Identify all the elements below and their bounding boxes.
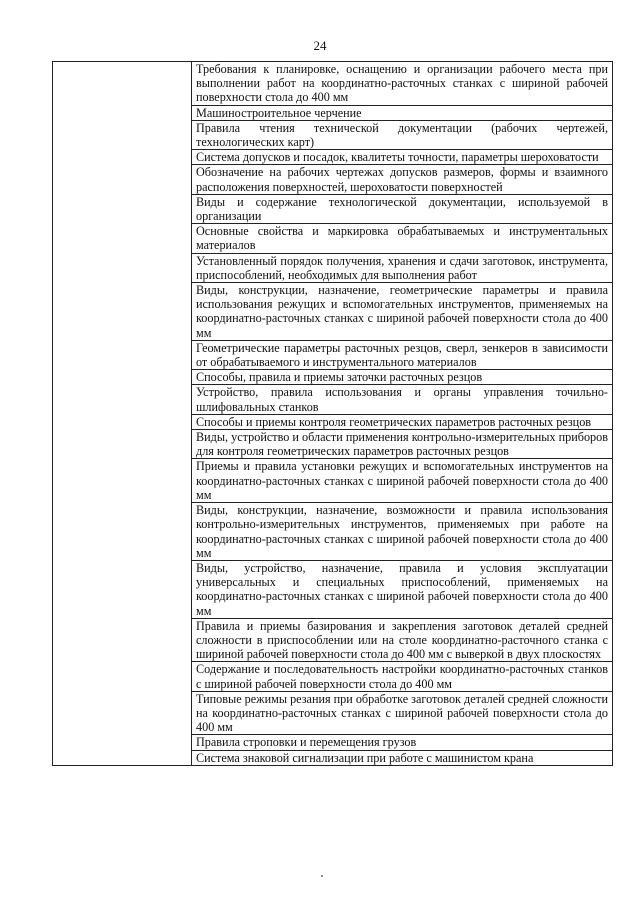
requirement-cell (192, 253, 613, 282)
requirement-text: Типовые режимы резания при обработке заготовок деталей средней сложности на координатно-расточных станках с шириной рабочей поверхности стола до 400 мм (196, 691, 608, 735)
requirement-text: Система знаковой сигнализации при работе с машинистом крана (196, 750, 534, 765)
knowledge-requirements-table (52, 61, 613, 766)
requirement-text: Правила чтения технической документации (рабочих чертежей, технологических карт) (196, 120, 608, 150)
page-number: 24 (313, 38, 327, 53)
table-row (53, 62, 613, 106)
requirement-text: Геометрические параметры расточных резцов, сверл, зенкеров в зависимости от обрабатываемого и инструментального материалов (196, 340, 608, 370)
requirement-cell (192, 385, 613, 414)
requirement-text: Виды, устройство и области применения контрольно-измерительных приборов для контроля геометрических параметров расточных резцов (196, 430, 608, 459)
requirement-text: Установленный порядок получения, хранения и сдачи заготовок, инструмента, приспособлений, необходимых для выполнения работ (196, 253, 608, 282)
requirement-text: Обозначение на рабочих чертежах допусков размеров, формы и взаимного расположения поверхностей, шероховатости поверхностей (196, 165, 608, 194)
requirement-cell (192, 503, 613, 561)
requirement-text: Правила строповки и перемещения грузов (196, 735, 417, 750)
requirement-cell (192, 560, 613, 618)
requirement-text: Основные свойства и маркировка обрабатываемых и инструментальных материалов (196, 224, 608, 253)
requirement-cell (192, 662, 613, 691)
requirement-cell (192, 224, 613, 253)
requirement-cell (192, 150, 613, 165)
requirement-cell (192, 283, 613, 341)
requirement-text: Виды, устройство, назначение, правила и условия эксплуатации универсальных и специальных приспособлений, применяемых на координатно-расточных станках с шириной рабочей поверхности стола до 400 мм (196, 560, 608, 618)
requirement-text: Правила и приемы базирования и закрепления заготовок деталей средней сложности в приспособлении или на столе координатно-расточного станка с шириной рабочей поверхности стола до 400 мм с выверкой в двух плоскостях (196, 618, 608, 662)
requirement-cell (192, 459, 613, 503)
requirement-text: Виды, конструкции, назначение, возможности и правила использования контрольно-измерительных инструментов, применяемых при работе на координатно-расточных станках с шириной рабочей поверхности стола до 400 мм (196, 503, 608, 560)
requirement-cell (192, 430, 613, 459)
requirement-cell (192, 194, 613, 223)
requirement-text: Требования к планировке, оснащению и организации рабочего места при выполнении работ на координатно-расточных станках с шириной рабочей поверхности стола до 400 мм (196, 62, 608, 105)
requirement-cell (192, 414, 613, 429)
requirement-text: Приемы и правила установки режущих и вспомогательных инструментов на координатно-расточных станках с шириной рабочей поверхности стола до 400 мм (196, 459, 608, 502)
requirement-cell (192, 370, 613, 385)
requirement-text: Содержание и последовательность настройки координатно-расточных станков с шириной рабочей поверхности стола до 400 мм (196, 662, 608, 691)
requirement-cell (192, 62, 613, 106)
requirement-cell (192, 735, 613, 750)
requirement-cell (192, 105, 613, 120)
requirement-text: Машиностроительное черчение (196, 105, 362, 120)
requirement-text: Виды, конструкции, назначение, геометрические параметры и правила использования режущих и вспомогательных инструментов, применяемых на координатно-расточных станках с шириной рабочей поверхности стола до 400 мм (196, 283, 608, 340)
requirement-text: Способы и приемы контроля геометрических параметров расточных резцов (196, 414, 592, 429)
requirement-text: Устройство, правила использования и органы управления точильно-шлифовальных станков (196, 385, 608, 414)
requirement-cell (192, 120, 613, 149)
requirement-text: Виды и содержание технологической документации, используемой в организации (196, 194, 608, 224)
requirement-cell (192, 691, 613, 735)
requirement-text: Система допусков и посадок, квалитеты точности, параметры шероховатости (196, 150, 599, 165)
requirement-cell (192, 165, 613, 194)
empty-label-cell (53, 62, 192, 766)
requirement-cell (192, 618, 613, 662)
scan-speck (321, 875, 323, 877)
requirement-cell (192, 340, 613, 369)
requirement-cell (192, 750, 613, 765)
requirement-text: Способы, правила и приемы заточки расточных резцов (196, 370, 483, 385)
